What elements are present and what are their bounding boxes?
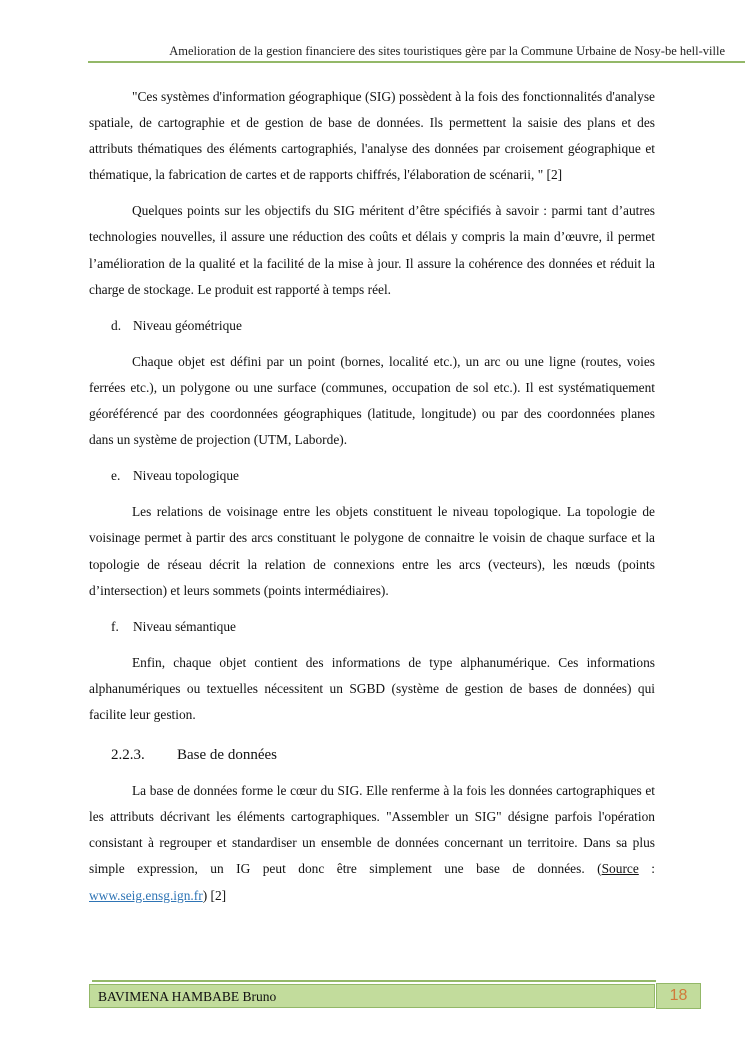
- paragraph-niveau-geometrique: Chaque objet est défini par un point (bornes, localité etc.), un arc ou une ligne (routes, voies ferrées etc.), un polygone ou une surface (communes, occupation de sol etc.). Il est systématiquement géoréférencé par des coordonnées géographiques (latitude, longitude) ou par des coordonnées planes dans un système de projection (UTM, Laborde).: [89, 353, 655, 448]
- paragraph-base-de-donnees: [89, 778, 655, 908]
- footer-author: BAVIMENA HAMBABE Bruno: [89, 984, 655, 1008]
- list-item-label: Niveau sémantique: [133, 618, 236, 634]
- paragraph-niveau-semantique: Enfin, chaque objet contient des informations de type alphanumérique. Ces informations alphanumériques ou textuelles nécessitent un SGBD (système de gestion de bases de données) qui facilite leur gestion.: [89, 654, 655, 722]
- source-label: Source: [601, 861, 639, 877]
- paragraph-niveau-topologique: Les relations de voisinage entre les objets constituent le niveau topologique. La topologie de voisinage permet à partir des arcs constituant le polygone de connaitre le voisin de chaque surface et la topologie de réseau décrit la relation de connexions entre les arcs (vecteurs), les nœuds (points d’intersection) et leurs sommets (points intermédiaires).: [89, 504, 655, 598]
- source-separator: :: [638, 861, 655, 877]
- list-item-niveau-geometrique: [89, 313, 655, 339]
- paragraph-sig-objectives: Quelques points sur les objectifs du SIG méritent d’être spécifiés à savoir : parmi tant d’autres technologies nouvelles, il assure une réduction des coûts et délais y compris la main d’œuvre, il permet l’amélioration de la qualité et la facilité de la mise à jour. Il assure la cohérence des données et réduit la charge de stockage. Le produit est rapporté à temps réel.: [89, 203, 655, 297]
- source-link[interactable]: www.seig.ensg.ign.fr: [89, 887, 203, 903]
- section-title: Base de données: [177, 747, 277, 764]
- list-item-label: Niveau géométrique: [133, 317, 242, 333]
- footer-rule: [92, 980, 656, 982]
- page-body: [89, 84, 655, 919]
- section-number: 2.2.3.: [111, 747, 145, 764]
- list-marker: f.: [111, 618, 119, 634]
- list-item-label: Niveau topologique: [133, 468, 239, 484]
- section-heading: [111, 742, 655, 768]
- paragraph-sig-quote: "Ces systèmes d'information géographique (SIG) possèdent à la fois des fonctionnalités d'analyse spatiale, de cartographie et de gestion de base de données. Ils permettent la saisie des plans et des attributs thématiques des éléments cartographiés, l'analyse des données par croisement géographique et thématique, la fabrication de cartes et de rapports chiffrés, l'élaboration de scénarii, " [2]: [89, 89, 655, 183]
- paragraph-text: La base de données forme le cœur du SIG. Elle renferme à la fois les données cartographiques et les attributs décrivant les éléments cartographiques. "Assembler un SIG" désigne parfois l'opération consistant à regrouper et standardiser un ensemble de données concernant un territoire. Dans sa plus simple expression, un IG peut donc être simplement une base de données. (: [89, 783, 655, 877]
- list-marker: d.: [111, 317, 122, 333]
- source-tail: ) [2]: [202, 887, 227, 903]
- page-number: 18: [656, 983, 701, 1009]
- running-header: Amelioration de la gestion financiere des sites touristiques gère par la Commune Urbaine de Nosy-be hell-ville: [169, 44, 725, 58]
- list-item-niveau-topologique: [89, 463, 655, 489]
- list-item-niveau-semantique: [89, 614, 655, 640]
- list-marker: e.: [111, 468, 121, 484]
- header-rule: [88, 61, 745, 63]
